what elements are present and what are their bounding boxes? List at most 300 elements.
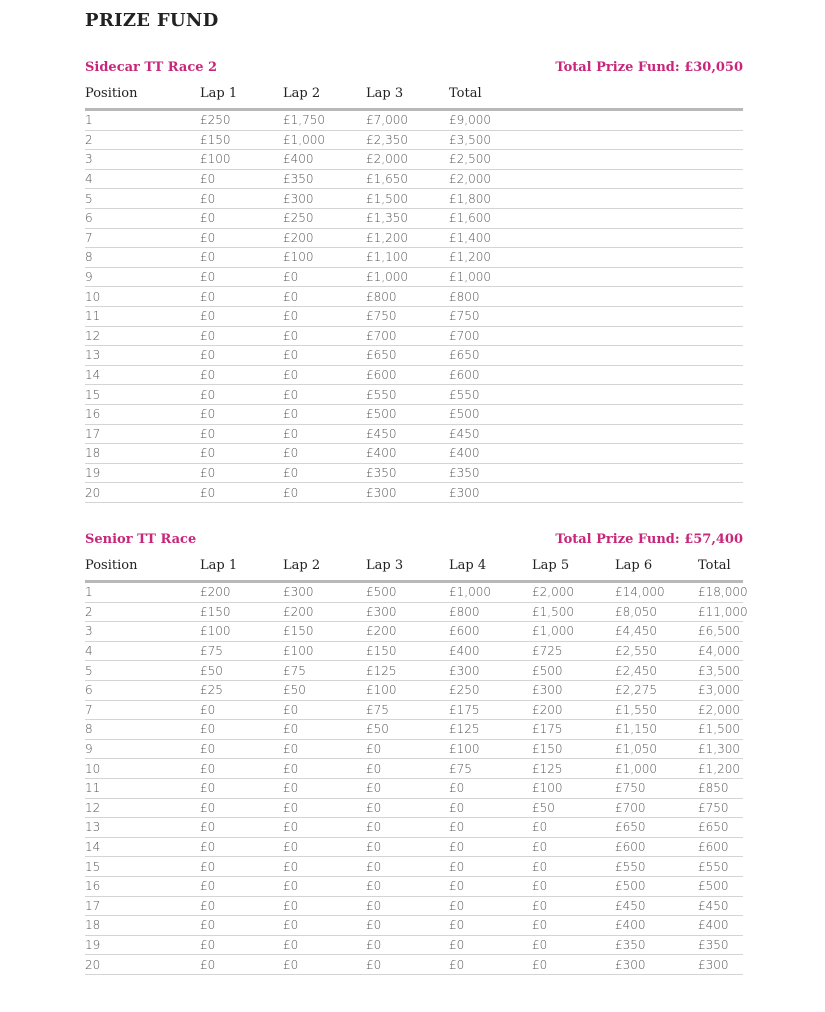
position-cell: 18 bbox=[85, 444, 200, 464]
position-cell: 2 bbox=[85, 130, 200, 150]
prize-cell: £0 bbox=[200, 346, 283, 366]
prize-cell: £200 bbox=[366, 622, 449, 642]
position-cell: 14 bbox=[85, 365, 200, 385]
prize-cell: £0 bbox=[200, 228, 283, 248]
prize-cell: £2,000 bbox=[449, 169, 743, 189]
table-row bbox=[85, 916, 743, 936]
table-row bbox=[85, 326, 743, 346]
prize-cell: £300 bbox=[283, 189, 366, 209]
position-cell: 7 bbox=[85, 700, 200, 720]
column-header: Lap 6 bbox=[615, 558, 698, 582]
table-row bbox=[85, 228, 743, 248]
prize-cell: £50 bbox=[200, 661, 283, 681]
prize-cell: £1,050 bbox=[615, 739, 698, 759]
prize-cell: £0 bbox=[200, 404, 283, 424]
prize-cell: £0 bbox=[283, 404, 366, 424]
column-header: Position bbox=[85, 558, 200, 582]
table-row bbox=[85, 720, 743, 740]
prize-cell: £0 bbox=[200, 876, 283, 896]
prize-cell: £0 bbox=[366, 778, 449, 798]
prize-cell: £300 bbox=[283, 582, 366, 603]
prize-cell: £50 bbox=[366, 720, 449, 740]
section-header bbox=[85, 532, 743, 558]
prize-cell: £0 bbox=[200, 444, 283, 464]
prize-cell: £0 bbox=[200, 739, 283, 759]
prize-cell: £0 bbox=[200, 798, 283, 818]
prize-cell: £0 bbox=[449, 857, 532, 877]
prize-cell: £0 bbox=[200, 365, 283, 385]
table-row bbox=[85, 267, 743, 287]
section-title: Sidecar TT Race 2 bbox=[85, 60, 218, 75]
table-row bbox=[85, 385, 743, 405]
prize-cell: £2,350 bbox=[366, 130, 449, 150]
prize-cell: £850 bbox=[698, 778, 743, 798]
prize-cell: £200 bbox=[532, 700, 615, 720]
prize-cell: £1,000 bbox=[449, 582, 532, 603]
prize-cell: £750 bbox=[366, 306, 449, 326]
prize-cell: £0 bbox=[200, 424, 283, 444]
prize-cell: £0 bbox=[283, 346, 366, 366]
column-header: Lap 1 bbox=[200, 558, 283, 582]
prize-cell: £0 bbox=[200, 483, 283, 503]
prize-cell: £600 bbox=[449, 365, 743, 385]
table-row bbox=[85, 896, 743, 916]
prize-cell: £0 bbox=[283, 935, 366, 955]
prize-cell: £3,500 bbox=[698, 661, 743, 681]
prize-cell: £0 bbox=[366, 818, 449, 838]
prize-cell: £3,000 bbox=[698, 680, 743, 700]
prize-cell: £14,000 bbox=[615, 582, 698, 603]
column-header: Position bbox=[85, 86, 200, 110]
column-header: Lap 3 bbox=[366, 86, 449, 110]
position-cell: 13 bbox=[85, 346, 200, 366]
prize-cell: £1,000 bbox=[449, 267, 743, 287]
prize-cell: £200 bbox=[283, 602, 366, 622]
prize-cell: £500 bbox=[698, 876, 743, 896]
position-cell: 5 bbox=[85, 189, 200, 209]
table-row bbox=[85, 622, 743, 642]
prize-cell: £2,450 bbox=[615, 661, 698, 681]
prize-cell: £0 bbox=[532, 916, 615, 936]
prize-cell: £0 bbox=[532, 935, 615, 955]
prize-cell: £600 bbox=[698, 837, 743, 857]
prize-cell: £1,500 bbox=[698, 720, 743, 740]
prize-cell: £1,200 bbox=[449, 248, 743, 268]
column-header: Lap 1 bbox=[200, 86, 283, 110]
prize-cell: £175 bbox=[532, 720, 615, 740]
prize-cell: £1,000 bbox=[283, 130, 366, 150]
prize-cell: £150 bbox=[200, 602, 283, 622]
prize-cell: £600 bbox=[615, 837, 698, 857]
column-header: Total bbox=[698, 558, 743, 582]
position-cell: 16 bbox=[85, 876, 200, 896]
prize-cell: £2,000 bbox=[532, 582, 615, 603]
prize-cell: £75 bbox=[283, 661, 366, 681]
table-row bbox=[85, 346, 743, 366]
page-title: PRIZE FUND bbox=[85, 10, 219, 31]
prize-cell: £150 bbox=[283, 622, 366, 642]
prize-cell: £0 bbox=[200, 463, 283, 483]
prize-cell: £100 bbox=[283, 248, 366, 268]
prize-cell: £0 bbox=[283, 896, 366, 916]
table-row bbox=[85, 130, 743, 150]
section-sidecar-tt-race-2 bbox=[85, 60, 743, 503]
prize-cell: £750 bbox=[449, 306, 743, 326]
prize-cell: £0 bbox=[283, 739, 366, 759]
prize-cell: £75 bbox=[366, 700, 449, 720]
prize-cell: £0 bbox=[366, 857, 449, 877]
prize-cell: £0 bbox=[200, 700, 283, 720]
prize-cell: £0 bbox=[366, 896, 449, 916]
prize-cell: £75 bbox=[449, 759, 532, 779]
prize-cell: £1,800 bbox=[449, 189, 743, 209]
prize-cell: £0 bbox=[449, 896, 532, 916]
prize-cell: £550 bbox=[615, 857, 698, 877]
table-row bbox=[85, 208, 743, 228]
prize-cell: £0 bbox=[283, 267, 366, 287]
table-row bbox=[85, 837, 743, 857]
prize-cell: £0 bbox=[449, 778, 532, 798]
prize-cell: £450 bbox=[366, 424, 449, 444]
prize-cell: £1,750 bbox=[283, 110, 366, 131]
prize-cell: £1,300 bbox=[698, 739, 743, 759]
prize-cell: £600 bbox=[366, 365, 449, 385]
column-header: Total bbox=[449, 86, 743, 110]
prize-cell: £0 bbox=[366, 837, 449, 857]
total-prize-fund: Total Prize Fund: £30,050 bbox=[555, 60, 743, 75]
prize-cell: £7,000 bbox=[366, 110, 449, 131]
prize-cell: £500 bbox=[615, 876, 698, 896]
prize-cell: £0 bbox=[200, 935, 283, 955]
prize-cell: £1,500 bbox=[366, 189, 449, 209]
prize-cell: £0 bbox=[283, 326, 366, 346]
prize-cell: £1,600 bbox=[449, 208, 743, 228]
table-row bbox=[85, 876, 743, 896]
position-cell: 5 bbox=[85, 661, 200, 681]
prize-cell: £650 bbox=[366, 346, 449, 366]
position-cell: 3 bbox=[85, 622, 200, 642]
table-body bbox=[85, 582, 748, 975]
prize-cell: £2,500 bbox=[449, 150, 743, 170]
prize-cell: £1,200 bbox=[698, 759, 743, 779]
position-cell: 12 bbox=[85, 798, 200, 818]
prize-cell: £1,400 bbox=[449, 228, 743, 248]
prize-cell: £1,350 bbox=[366, 208, 449, 228]
prize-cell: £0 bbox=[283, 778, 366, 798]
table-row bbox=[85, 110, 743, 131]
prize-cell: £500 bbox=[532, 661, 615, 681]
position-cell: 19 bbox=[85, 935, 200, 955]
prize-cell: £11,000 bbox=[698, 602, 743, 622]
prize-cell: £300 bbox=[698, 955, 743, 975]
prize-cell: £0 bbox=[283, 365, 366, 385]
prize-cell: £0 bbox=[200, 778, 283, 798]
position-cell: 12 bbox=[85, 326, 200, 346]
table-row bbox=[85, 287, 743, 307]
prize-cell: £350 bbox=[283, 169, 366, 189]
prize-cell: £150 bbox=[366, 641, 449, 661]
table-row bbox=[85, 778, 743, 798]
position-cell: 17 bbox=[85, 424, 200, 444]
prize-cell: £750 bbox=[615, 778, 698, 798]
prize-cell: £700 bbox=[615, 798, 698, 818]
prize-cell: £700 bbox=[366, 326, 449, 346]
prize-cell: £400 bbox=[366, 444, 449, 464]
table-row bbox=[85, 189, 743, 209]
prize-cell: £500 bbox=[449, 404, 743, 424]
prize-cell: £0 bbox=[200, 759, 283, 779]
position-cell: 4 bbox=[85, 641, 200, 661]
position-cell: 15 bbox=[85, 385, 200, 405]
prize-cell: £125 bbox=[366, 661, 449, 681]
prize-cell: £0 bbox=[283, 385, 366, 405]
prize-cell: £400 bbox=[615, 916, 698, 936]
table-row bbox=[85, 739, 743, 759]
position-cell: 8 bbox=[85, 720, 200, 740]
prize-cell: £0 bbox=[283, 720, 366, 740]
prize-cell: £400 bbox=[283, 150, 366, 170]
prize-cell: £0 bbox=[283, 798, 366, 818]
prize-cell: £0 bbox=[366, 798, 449, 818]
table-row bbox=[85, 798, 743, 818]
prize-cell: £0 bbox=[283, 700, 366, 720]
prize-cell: £25 bbox=[200, 680, 283, 700]
prize-cell: £1,550 bbox=[615, 700, 698, 720]
prize-cell: £0 bbox=[200, 326, 283, 346]
prize-cell: £400 bbox=[698, 916, 743, 936]
prize-cell: £0 bbox=[283, 876, 366, 896]
prize-cell: £650 bbox=[698, 818, 743, 838]
prize-table bbox=[85, 86, 743, 503]
prize-cell: £500 bbox=[366, 404, 449, 424]
prize-cell: £0 bbox=[366, 739, 449, 759]
table-row bbox=[85, 818, 743, 838]
table-row bbox=[85, 955, 743, 975]
column-header: Lap 3 bbox=[366, 558, 449, 582]
position-cell: 17 bbox=[85, 896, 200, 916]
prize-cell: £1,000 bbox=[532, 622, 615, 642]
prize-cell: £600 bbox=[449, 622, 532, 642]
prize-cell: £0 bbox=[283, 759, 366, 779]
table-row bbox=[85, 602, 743, 622]
prize-cell: £725 bbox=[532, 641, 615, 661]
prize-cell: £2,000 bbox=[698, 700, 743, 720]
section-title: Senior TT Race bbox=[85, 532, 197, 547]
prize-cell: £0 bbox=[532, 818, 615, 838]
table-row bbox=[85, 404, 743, 424]
prize-cell: £550 bbox=[698, 857, 743, 877]
table-row bbox=[85, 169, 743, 189]
prize-cell: £450 bbox=[449, 424, 743, 444]
position-cell: 4 bbox=[85, 169, 200, 189]
table-header-row bbox=[85, 558, 743, 582]
prize-cell: £0 bbox=[532, 876, 615, 896]
prize-cell: £1,500 bbox=[532, 602, 615, 622]
position-cell: 6 bbox=[85, 208, 200, 228]
prize-cell: £0 bbox=[532, 896, 615, 916]
prize-cell: £350 bbox=[366, 463, 449, 483]
prize-cell: £9,000 bbox=[449, 110, 743, 131]
table-row bbox=[85, 700, 743, 720]
prize-cell: £0 bbox=[449, 916, 532, 936]
prize-cell: £650 bbox=[449, 346, 743, 366]
section-header bbox=[85, 60, 743, 86]
prize-cell: £300 bbox=[532, 680, 615, 700]
prize-cell: £0 bbox=[200, 306, 283, 326]
prize-cell: £125 bbox=[532, 759, 615, 779]
prize-cell: £1,650 bbox=[366, 169, 449, 189]
prize-cell: £350 bbox=[615, 935, 698, 955]
prize-cell: £0 bbox=[449, 818, 532, 838]
prize-cell: £0 bbox=[200, 955, 283, 975]
prize-cell: £100 bbox=[283, 641, 366, 661]
prize-cell: £200 bbox=[283, 228, 366, 248]
prize-cell: £400 bbox=[449, 444, 743, 464]
prize-cell: £2,275 bbox=[615, 680, 698, 700]
prize-cell: £18,000 bbox=[698, 582, 743, 603]
prize-cell: £0 bbox=[283, 955, 366, 975]
prize-cell: £0 bbox=[366, 759, 449, 779]
column-header: Lap 5 bbox=[532, 558, 615, 582]
prize-cell: £0 bbox=[200, 208, 283, 228]
prize-cell: £550 bbox=[366, 385, 449, 405]
prize-cell: £250 bbox=[449, 680, 532, 700]
table-row bbox=[85, 857, 743, 877]
table-row bbox=[85, 483, 743, 503]
table-row bbox=[85, 248, 743, 268]
prize-cell: £150 bbox=[532, 739, 615, 759]
table-body bbox=[85, 110, 743, 503]
table-header-row bbox=[85, 86, 743, 110]
prize-cell: £75 bbox=[200, 641, 283, 661]
prize-cell: £800 bbox=[449, 287, 743, 307]
position-cell: 6 bbox=[85, 680, 200, 700]
position-cell: 3 bbox=[85, 150, 200, 170]
prize-cell: £100 bbox=[449, 739, 532, 759]
prize-cell: £125 bbox=[449, 720, 532, 740]
position-cell: 20 bbox=[85, 483, 200, 503]
prize-cell: £450 bbox=[698, 896, 743, 916]
prize-cell: £0 bbox=[283, 424, 366, 444]
prize-cell: £0 bbox=[366, 935, 449, 955]
prize-cell: £0 bbox=[532, 955, 615, 975]
prize-cell: £150 bbox=[200, 130, 283, 150]
prize-cell: £0 bbox=[200, 896, 283, 916]
position-cell: 19 bbox=[85, 463, 200, 483]
prize-cell: £0 bbox=[200, 169, 283, 189]
prize-cell: £0 bbox=[200, 837, 283, 857]
position-cell: 15 bbox=[85, 857, 200, 877]
prize-cell: £0 bbox=[283, 287, 366, 307]
prize-cell: £0 bbox=[200, 720, 283, 740]
prize-cell: £200 bbox=[200, 582, 283, 603]
prize-cell: £750 bbox=[698, 798, 743, 818]
table-row bbox=[85, 935, 743, 955]
position-cell: 16 bbox=[85, 404, 200, 424]
column-header: Lap 4 bbox=[449, 558, 532, 582]
position-cell: 7 bbox=[85, 228, 200, 248]
prize-cell: £1,200 bbox=[366, 228, 449, 248]
prize-cell: £0 bbox=[449, 876, 532, 896]
prize-cell: £0 bbox=[200, 248, 283, 268]
prize-cell: £6,500 bbox=[698, 622, 743, 642]
position-cell: 9 bbox=[85, 267, 200, 287]
total-prize-fund: Total Prize Fund: £57,400 bbox=[555, 532, 743, 547]
section-senior-tt-race bbox=[85, 532, 748, 975]
prize-cell: £0 bbox=[200, 818, 283, 838]
table-row bbox=[85, 150, 743, 170]
prize-cell: £4,000 bbox=[698, 641, 743, 661]
prize-cell: £8,050 bbox=[615, 602, 698, 622]
table-row bbox=[85, 680, 743, 700]
table-row bbox=[85, 306, 743, 326]
prize-cell: £250 bbox=[200, 110, 283, 131]
table-row bbox=[85, 365, 743, 385]
prize-cell: £100 bbox=[200, 622, 283, 642]
prize-cell: £0 bbox=[532, 837, 615, 857]
prize-cell: £300 bbox=[366, 483, 449, 503]
prize-cell: £250 bbox=[283, 208, 366, 228]
prize-cell: £0 bbox=[200, 287, 283, 307]
prize-cell: £400 bbox=[449, 641, 532, 661]
prize-cell: £0 bbox=[283, 916, 366, 936]
prize-cell: £0 bbox=[283, 837, 366, 857]
table-row bbox=[85, 661, 743, 681]
column-header: Lap 2 bbox=[283, 86, 366, 110]
prize-cell: £0 bbox=[200, 857, 283, 877]
prize-cell: £0 bbox=[449, 798, 532, 818]
prize-cell: £0 bbox=[283, 483, 366, 503]
prize-cell: £1,000 bbox=[366, 267, 449, 287]
prize-cell: £0 bbox=[366, 916, 449, 936]
prize-cell: £0 bbox=[449, 935, 532, 955]
prize-cell: £0 bbox=[532, 857, 615, 877]
prize-cell: £300 bbox=[615, 955, 698, 975]
position-cell: 20 bbox=[85, 955, 200, 975]
table-row bbox=[85, 582, 743, 603]
prize-cell: £50 bbox=[283, 680, 366, 700]
prize-cell: £350 bbox=[449, 463, 743, 483]
prize-cell: £100 bbox=[366, 680, 449, 700]
prize-cell: £800 bbox=[366, 287, 449, 307]
prize-cell: £0 bbox=[283, 444, 366, 464]
prize-cell: £2,000 bbox=[366, 150, 449, 170]
prize-cell: £0 bbox=[200, 189, 283, 209]
prize-cell: £50 bbox=[532, 798, 615, 818]
position-cell: 10 bbox=[85, 759, 200, 779]
prize-cell: £0 bbox=[449, 955, 532, 975]
prize-cell: £3,500 bbox=[449, 130, 743, 150]
prize-cell: £0 bbox=[283, 463, 366, 483]
prize-table bbox=[85, 558, 748, 975]
table-row bbox=[85, 444, 743, 464]
prize-cell: £300 bbox=[366, 602, 449, 622]
prize-cell: £450 bbox=[615, 896, 698, 916]
prize-cell: £100 bbox=[532, 778, 615, 798]
prize-cell: £2,550 bbox=[615, 641, 698, 661]
prize-cell: £300 bbox=[449, 661, 532, 681]
prize-cell: £0 bbox=[366, 876, 449, 896]
table-row bbox=[85, 424, 743, 444]
position-cell: 11 bbox=[85, 778, 200, 798]
prize-cell: £1,150 bbox=[615, 720, 698, 740]
prize-cell: £300 bbox=[449, 483, 743, 503]
prize-cell: £100 bbox=[200, 150, 283, 170]
position-cell: 18 bbox=[85, 916, 200, 936]
prize-cell: £0 bbox=[283, 818, 366, 838]
prize-cell: £700 bbox=[449, 326, 743, 346]
prize-cell: £0 bbox=[200, 916, 283, 936]
